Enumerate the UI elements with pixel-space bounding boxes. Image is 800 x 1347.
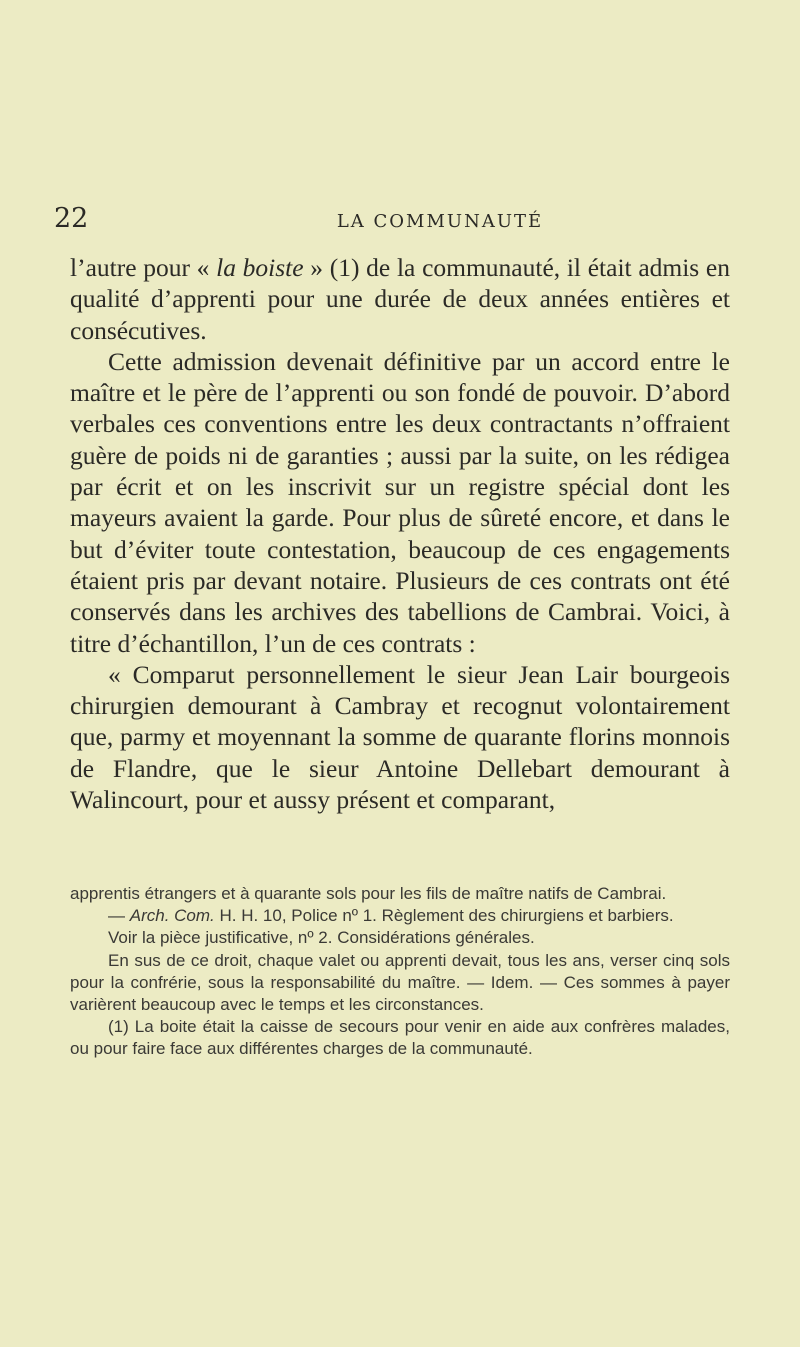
footnote-archive-rest: H. H. 10, Police nº 1. Règlement des chirurgiens et barbiers.	[214, 906, 674, 926]
footnote-continuation: apprentis étrangers et à quarante sols pour les fils de maître natifs de Cambrai.	[70, 884, 667, 903]
running-header	[0, 210, 800, 234]
footnotes	[70, 883, 730, 1061]
paragraph-3: « Comparut personnellement le sieur Jean Lair bourgeois chirurgien demourant à Cambray et recognut volontairement que, parmy et moyennant la somme de quarante florins monnois de Flandre, que le sieur Antoine Dellebart demourant à Walincourt, pour et aussy présent et comparant,	[70, 659, 730, 815]
paragraph-1	[70, 252, 730, 346]
footnote-confrerie: En sus de ce droit, chaque valet ou apprenti devait, tous les ans, verser cinq sols pour la confrérie, sous la responsabilité du maître. — Idem. — Ces sommes à payer varièrent beaucoup avec le temps et les circonstances.	[70, 950, 730, 1015]
footnote-archive-italic: Arch. Com.	[129, 906, 215, 926]
paragraph-1-italic: la boiste	[216, 253, 304, 282]
paragraph-2: Cette admission devenait définitive par un accord entre le maître et le père de l’apprenti ou son fondé de pouvoir. D’abord verbales ces conventions entre les deux contractants n’offraient guère de poids ni de garanties ; aussi par la suite, on les rédigea par écrit et on les inscrivit sur un registre spécial dont les mayeurs avaient la garde. Pour plus de sûreté encore, et dans le but d’éviter toute contestation, beaucoup de ces engagements étaient pris par devant notaire. Plusieurs de ces contrats ont été conservés dans les archives des tabellions de Cambrai. Voici, à titre d’échantillon, l’un de ces contrats :	[70, 346, 730, 658]
footnote-archive-ref	[70, 905, 730, 927]
footnote-see-piece: Voir la pièce justificative, nº 2. Considérations générales.	[108, 928, 535, 948]
body-text	[70, 252, 730, 815]
paragraph-1-end: » (1) de la communauté, il était admis en qualité d’apprenti pour une durée de deux années entières et consécutives.	[70, 253, 730, 345]
paragraph-1-start: l’autre pour «	[70, 253, 217, 282]
page-number: 22	[54, 203, 89, 234]
footnote-archive-dash: —	[108, 906, 130, 926]
footnote-1: (1) La boite était la caisse de secours pour venir en aide aux confrères malades, ou pour faire face aux différentes charges de la communauté.	[70, 1017, 730, 1059]
running-header-title: LA COMMUNAUTÉ	[336, 211, 544, 232]
